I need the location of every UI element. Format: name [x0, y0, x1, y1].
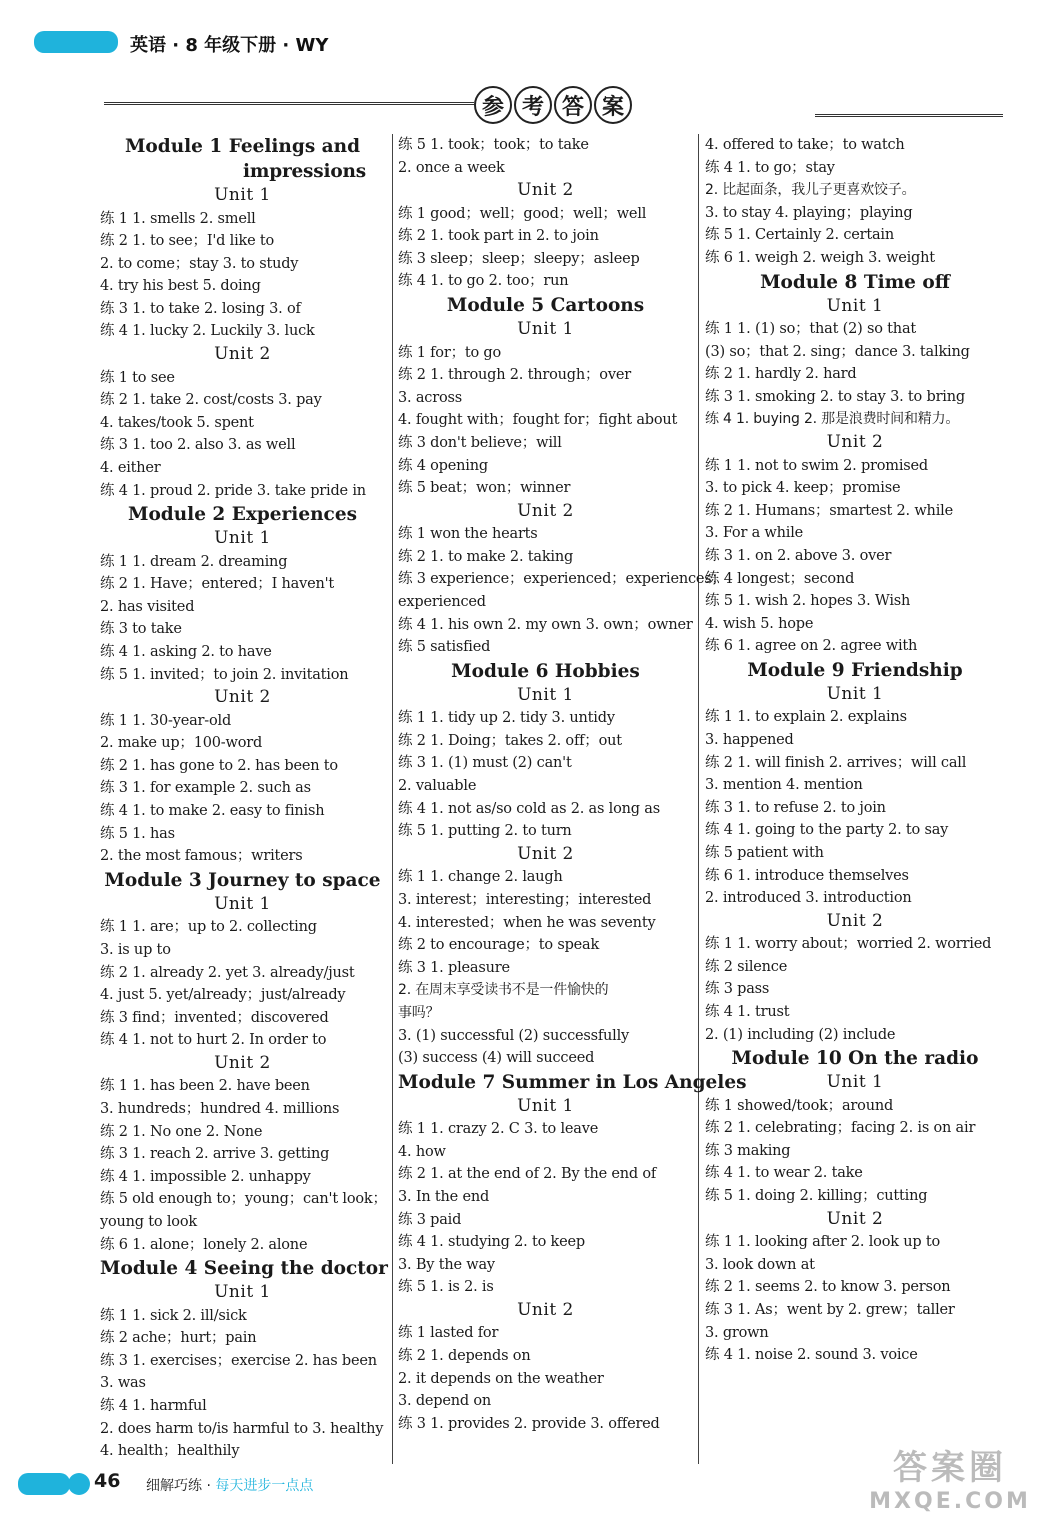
answer-line: 4. interested；when he was seventy: [398, 914, 656, 931]
answer-column-3: [705, 134, 1005, 1367]
answer-line: 事吗？: [398, 1004, 440, 1021]
footer-accent-dot: [68, 1473, 90, 1495]
answer-line: 练 2 1. to make 2. taking: [398, 548, 574, 565]
answer-line: 练 3 1. pleasure: [398, 959, 510, 976]
answer-line: 练 2 1. Humans；smartest 2. while: [705, 502, 953, 519]
answer-line: 练 2 1. at the end of 2. By the end of: [398, 1166, 657, 1183]
answer-line: 练 2 1. has gone to 2. has been to: [100, 757, 338, 774]
module-heading: Module 6 Hobbies: [451, 660, 640, 682]
answer-line: 3. For a while: [705, 525, 804, 542]
answer-line: 2. does harm to/is harmful to 3. healthy: [100, 1420, 384, 1437]
answer-line: 练 3 1. provides 2. provide 3. offered: [398, 1415, 660, 1432]
unit-heading: Unit 1: [214, 528, 271, 549]
section-title-char: 案: [594, 86, 632, 124]
answer-line: 3. is up to: [100, 941, 171, 958]
answer-line: 3. across: [398, 389, 462, 406]
answer-line: 练 2 1. hardly 2. hard: [705, 366, 857, 383]
answer-line: 练 3 pass: [705, 981, 770, 998]
unit-heading: Unit 1: [517, 1095, 574, 1116]
footer-slogan: 每天进步一点点: [215, 1478, 314, 1494]
footer-accent-bar: [18, 1473, 70, 1495]
answer-line: 练 2 1. No one 2. None: [100, 1123, 263, 1140]
answer-line: 4. health；healthily: [100, 1443, 240, 1460]
answer-line: 练 2 1. will finish 2. arrives；will call: [705, 754, 967, 771]
answer-line: 练 2 1. to see；I'd like to: [100, 233, 275, 250]
answer-line: 4. fought with；fought for；fight about: [398, 412, 678, 429]
answer-line: 3. depend on: [398, 1393, 492, 1410]
answer-line: 2. has visited: [100, 598, 195, 615]
answer-line: 练 6 1. alone；lonely 2. alone: [100, 1236, 308, 1253]
unit-heading: Unit 1: [517, 319, 574, 340]
watermark-line1: 答案圈: [893, 1448, 1007, 1488]
header-rule-left: [104, 102, 474, 105]
answer-line: 练 1 1. not to swim 2. promised: [705, 457, 928, 474]
answer-line: 练 1 1. crazy 2. C 3. to leave: [398, 1121, 599, 1138]
answer-line: 3. mention 4. mention: [705, 777, 863, 794]
answer-line: 练 1 lasted for: [398, 1325, 499, 1342]
answer-line: 练 2 1. celebrating；facing 2. is on air: [705, 1120, 976, 1137]
answer-line: 3. look down at: [705, 1256, 815, 1273]
section-title: [474, 86, 634, 124]
answer-line: 练 3 1. (1) must (2) can't: [398, 755, 572, 772]
answer-line: 3. In the end: [398, 1188, 490, 1205]
answer-line: 练 4 1. not to hurt 2. In order to: [100, 1032, 327, 1049]
answer-line: 练 1 1. smells 2. smell: [100, 210, 256, 227]
answer-line: 练 2 1. Have；entered；I haven't: [100, 576, 335, 593]
answer-line: (3) success (4) will succeed: [398, 1050, 595, 1067]
answer-line: 练 4 1. asking 2. to have: [100, 644, 272, 660]
answer-line: 练 1 1. are；up to 2. collecting: [100, 919, 317, 936]
answer-line: 练 4 1. buying 2. 那是浪费时间和精力。: [705, 411, 960, 428]
answer-line: 练 4 1. his own 2. my own 3. own；owner: [398, 616, 693, 633]
answer-line: 练 5 1. wish 2. hopes 3. Wish: [705, 593, 911, 610]
answer-line: 练 2 1. through 2. through；over: [398, 367, 631, 384]
header-rule-right: [815, 114, 1003, 117]
answer-line: 练 3 paid: [398, 1211, 462, 1228]
answer-line: 练 1 1. worry about；worried 2. worried: [705, 936, 992, 953]
answer-line: 练 5 beat；won；winner: [398, 480, 571, 497]
answer-line: 练 5 1. took；took；to take: [398, 137, 589, 153]
module-heading: Module 9 Friendship: [747, 659, 963, 681]
answer-line: 2. it depends on the weather: [398, 1370, 604, 1387]
answer-line: 练 3 sleep；sleep；sleepy；asleep: [398, 250, 640, 267]
unit-heading: Unit 2: [517, 1299, 574, 1320]
answer-line: 2. once a week: [398, 159, 505, 176]
answer-line: 2. 比起面条，我儿子更喜欢饺子。: [705, 182, 916, 199]
answer-line: 练 5 1. putting 2. to turn: [398, 823, 572, 840]
module-heading: Module 8 Time off: [760, 271, 950, 293]
answer-line: young to look: [100, 1213, 197, 1230]
answer-line: 练 2 1. Doing；takes 2. off；out: [398, 732, 622, 749]
answer-line: 练 1 for；to go: [398, 344, 502, 361]
answer-line: 3. (1) successful (2) successfully: [398, 1027, 630, 1044]
answer-line: 练 4 1. to wear 2. take: [705, 1165, 863, 1182]
answer-line: 练 4 1. to go 2. too；run: [398, 273, 569, 290]
answer-line: 练 6 1. introduce themselves: [705, 867, 909, 884]
answer-line: 练 4 1. trust: [705, 1004, 790, 1020]
answer-line: 练 4 1. lucky 2. Luckily 3. luck: [100, 323, 315, 340]
answer-line: 4. try his best 5. doing: [100, 278, 261, 295]
answer-line: (3) so；that 2. sing；dance 3. talking: [705, 343, 970, 360]
module-heading: Module 10 On the radio: [731, 1048, 979, 1070]
unit-heading: Unit 2: [214, 687, 271, 708]
footer-book-name: 细解巧练 ·: [146, 1478, 216, 1494]
answer-line: 练 3 making: [705, 1142, 791, 1159]
answer-line: 练 3 1. smoking 2. to stay 3. to bring: [705, 388, 965, 405]
answer-line: 练 2 silence: [705, 958, 788, 975]
watermark-line2: MXQE.COM: [869, 1489, 1031, 1514]
watermark-logo: [850, 1440, 1050, 1530]
answer-line: 练 4 opening: [398, 457, 488, 474]
unit-heading: Unit 2: [517, 180, 574, 201]
answer-line: 练 6 1. agree on 2. agree with: [705, 638, 918, 655]
answer-line: 2. 在周末享受读书不是一件愉快的: [398, 982, 609, 999]
answer-line: 4. either: [100, 459, 161, 476]
answer-column-1: [100, 134, 388, 1463]
answer-line: 3. happened: [705, 731, 794, 748]
answer-line: 练 4 1. impossible 2. unhappy: [100, 1168, 311, 1185]
column-divider: [392, 134, 393, 1464]
answer-line: 练 3 1. to refuse 2. to join: [705, 799, 886, 816]
answer-line: 练 4 1. studying 2. to keep: [398, 1234, 585, 1251]
answer-line: 4. offered to take；to watch: [705, 137, 905, 153]
answer-line: 4. takes/took 5. spent: [100, 414, 254, 431]
answer-line: 练 3 1. to take 2. losing 3. of: [100, 300, 301, 317]
unit-heading: Unit 2: [826, 432, 884, 453]
answer-line: 练 1 showed/took；around: [705, 1097, 894, 1114]
answer-line: 练 4 1. to go；stay: [705, 159, 835, 176]
answer-line: 练 1 1. (1) so；that (2) so that: [705, 321, 917, 338]
answer-line: 练 5 1. Certainly 2. certain: [705, 227, 895, 244]
unit-heading: Unit 1: [214, 893, 271, 914]
answer-line: 练 2 1. already 2. yet 3. already/just: [100, 964, 355, 981]
footer-book-title: [146, 1475, 313, 1495]
answer-line: 练 1 1. 30-year-old: [100, 712, 232, 729]
answer-line: 练 5 patient with: [705, 844, 824, 861]
answer-line: 练 3 experience；experienced；experiences；: [398, 571, 726, 588]
answer-line: 3. to pick 4. keep；promise: [705, 480, 901, 497]
answer-line: 练 5 satisfied: [398, 639, 491, 656]
answer-line: 练 1 1. looking after 2. look up to: [705, 1234, 941, 1251]
answer-line: 练 1 to see: [100, 369, 175, 386]
answer-line: 练 3 1. for example 2. such as: [100, 780, 311, 797]
answer-line: 练 4 longest；second: [705, 570, 855, 587]
module-heading: Module 3 Journey to space: [104, 869, 381, 891]
unit-heading: Unit 1: [517, 684, 574, 705]
module-heading: Module 1 Feelings and: [124, 136, 361, 157]
answer-line: 练 1 1. change 2. laugh: [398, 869, 563, 886]
answer-line: 2. the most famous；writers: [100, 848, 303, 865]
section-title-char: 考: [514, 86, 552, 124]
answer-line: 练 2 1. took part in 2. to join: [398, 228, 599, 245]
answer-line: 练 1 1. has been 2. have been: [100, 1078, 310, 1095]
answer-line: 3. By the way: [398, 1256, 495, 1273]
answer-line: 3. hundreds；hundred 4. millions: [100, 1101, 340, 1117]
unit-heading: Unit 1: [214, 1282, 271, 1303]
answer-line: 3. to stay 4. playing；playing: [705, 204, 913, 221]
unit-heading: Unit 1: [826, 683, 884, 704]
page-number: 46: [94, 1470, 121, 1492]
answer-line: 练 1 good；well；good；well；well: [398, 205, 647, 222]
column-divider: [698, 134, 699, 1464]
answer-line: 练 3 don't believe；will: [398, 434, 562, 451]
unit-heading: Unit 2: [826, 1208, 884, 1229]
answer-line: 练 3 1. exercises；exercise 2. has been: [100, 1352, 377, 1369]
answer-line: 4. wish 5. hope: [705, 615, 814, 632]
answer-line: 练 4 1. not as/so cold as 2. as long as: [398, 800, 660, 817]
section-title-char: 参: [474, 86, 512, 124]
answer-line: 练 3 1. too 2. also 3. as well: [100, 437, 296, 454]
answer-line: 练 3 to take: [100, 621, 182, 638]
answer-line: 练 5 old enough to；young；can't look；: [100, 1191, 387, 1208]
answer-line: 练 5 1. has: [100, 825, 175, 842]
unit-heading: Unit 2: [214, 1052, 271, 1073]
answer-line: 练 6 1. weigh 2. weigh 3. weight: [705, 249, 935, 266]
answer-line: 练 3 1. on 2. above 3. over: [705, 547, 892, 564]
answer-line: 练 2 1. seems 2. to know 3. person: [705, 1279, 951, 1296]
answer-line: 练 4 1. harmful: [100, 1398, 207, 1415]
unit-heading: Unit 2: [517, 500, 574, 521]
answer-line: 练 2 ache；hurt；pain: [100, 1330, 257, 1347]
answer-line: 练 4 1. noise 2. sound 3. voice: [705, 1347, 918, 1364]
unit-heading: Unit 1: [826, 295, 884, 316]
answer-line: 4. how: [398, 1143, 446, 1160]
answer-line: 练 3 1. reach 2. arrive 3. getting: [100, 1146, 330, 1163]
module-heading: Module 5 Cartoons: [446, 295, 645, 317]
answer-line: 练 1 1. dream 2. dreaming: [100, 553, 288, 570]
page-header-title: 英语 · 8 年级下册 · WY: [130, 35, 329, 56]
answer-line: 4. just 5. yet/already；just/already: [100, 987, 346, 1004]
section-title-char: 答: [554, 86, 592, 124]
unit-heading: Unit 1: [214, 185, 271, 205]
answer-line: 练 1 1. to explain 2. explains: [705, 709, 907, 726]
module-heading: Module 2 Experiences: [127, 504, 358, 526]
answer-line: 3. grown: [705, 1324, 769, 1341]
unit-heading: Unit 2: [214, 344, 271, 365]
answer-line: 练 4 1. going to the party 2. to say: [705, 822, 949, 839]
answer-line: 练 2 1. depends on: [398, 1348, 531, 1365]
answer-line: 3. interest；interesting；interested: [398, 891, 652, 908]
answer-line: 练 4 1. to make 2. easy to finish: [100, 803, 325, 820]
answer-line: 2. to come；stay 3. to study: [100, 255, 299, 272]
unit-heading: Unit 2: [826, 910, 884, 931]
unit-heading: Unit 1: [826, 1072, 884, 1093]
answer-line: 练 5 1. doing 2. killing；cutting: [705, 1188, 928, 1205]
unit-heading: Unit 2: [517, 843, 574, 864]
answer-line: 2. valuable: [398, 778, 477, 795]
answer-line: 练 1 won the hearts: [398, 526, 538, 543]
answer-line: 练 3 find；invented；discovered: [100, 1009, 329, 1026]
header-accent-bar: [34, 31, 118, 53]
answer-line: 练 2 to encourage；to speak: [398, 937, 600, 954]
answer-line: 练 3 1. As；went by 2. grew；taller: [705, 1301, 955, 1318]
answer-line: 2. (1) including (2) include: [705, 1026, 896, 1043]
answer-line: 练 5 1. invited；to join 2. invitation: [100, 666, 349, 683]
answer-line: 练 1 1. sick 2. ill/sick: [100, 1307, 247, 1324]
answer-line: 3. was: [100, 1375, 146, 1392]
answer-line: 练 2 1. take 2. cost/costs 3. pay: [100, 392, 322, 409]
answer-line: 练 1 1. tidy up 2. tidy 3. untidy: [398, 710, 615, 727]
answer-line: 练 4 1. proud 2. pride 3. take pride in: [100, 482, 366, 499]
module-heading: Module 4 Seeing the doctor: [100, 1258, 388, 1280]
module-heading: impressions: [243, 161, 366, 182]
answer-line: 练 5 1. is 2. is: [398, 1279, 494, 1296]
answer-line: 2. introduced 3. introduction: [705, 890, 912, 907]
answer-line: 2. make up；100-word: [100, 735, 263, 752]
module-heading: Module 7 Summer in Los Angeles: [398, 1071, 747, 1093]
answer-line: experienced: [398, 594, 486, 610]
